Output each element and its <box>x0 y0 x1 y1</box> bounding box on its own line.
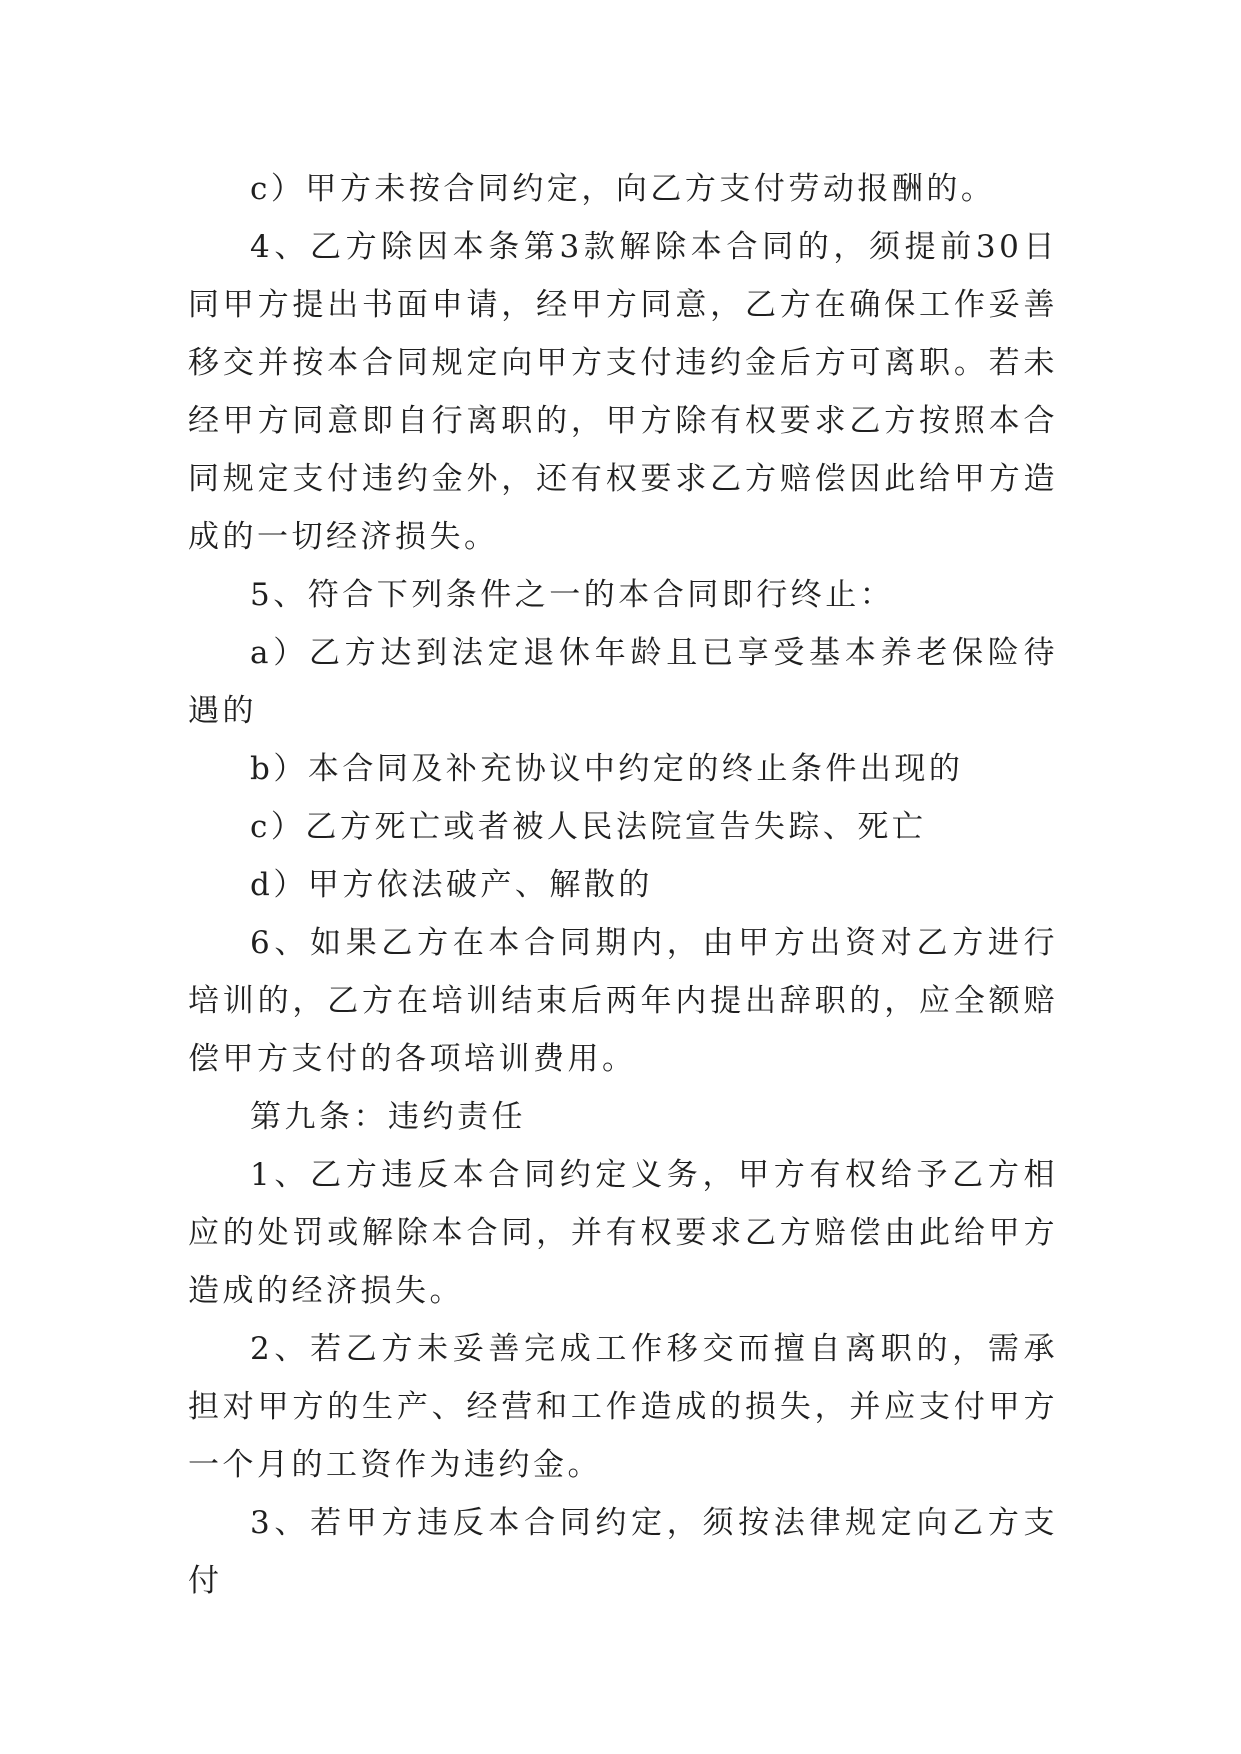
paragraph-item-d-bankruptcy: d）甲方依法破产、解散的 <box>250 867 653 903</box>
paragraph-item-b-agreed-conditions: b）本合同及补充协议中约定的终止条件出现的 <box>250 751 964 787</box>
document-body <box>188 160 1058 1610</box>
paragraph-clause-5-termination: 5、符合下列条件之一的本合同即行终止： <box>250 577 895 613</box>
paragraph-item-c-death: c）乙方死亡或者被人民法院宣告失踪、死亡 <box>250 809 927 845</box>
paragraph-liability-2: 2、若乙方未妥善完成工作移交而擅自离职的，需承担对甲方的生产、经营和工作造成的损失，并应支付甲方一个月的工资作为违约金。 <box>188 1331 1058 1483</box>
paragraph-clause-6-training: 6、如果乙方在本合同期内，由甲方出资对乙方进行培训的，乙方在培训结束后两年内提出辞职的，应全额赔偿甲方支付的各项培训费用。 <box>188 925 1058 1077</box>
paragraph-liability-1: 1、乙方违反本合同约定义务，甲方有权给予乙方相应的处罚或解除本合同，并有权要求乙方赔偿由此给甲方造成的经济损失。 <box>188 1157 1058 1309</box>
paragraph-clause-4-resignation: 4、乙方除因本条第3款解除本合同的，须提前30日同甲方提出书面申请，经甲方同意，乙方在确保工作妥善移交并按本合同规定向甲方支付违约金后方可离职。若未经甲方同意即自行离职的，甲方除有权要求乙方按照本合同规定支付违约金外，还有权要求乙方赔偿因此给甲方造成的一切经济损失。 <box>188 229 1058 555</box>
section-heading-article-9: 第九条：违约责任 <box>250 1099 526 1135</box>
paragraph-liability-3: 3、若甲方违反本合同约定，须按法律规定向乙方支付 <box>188 1505 1058 1599</box>
paragraph-item-a-retirement: a）乙方达到法定退休年龄且已享受基本养老保险待遇的 <box>188 635 1058 729</box>
paragraph-clause-c-unpaid-wages: c）甲方未按合同约定，向乙方支付劳动报酬的。 <box>250 171 996 207</box>
